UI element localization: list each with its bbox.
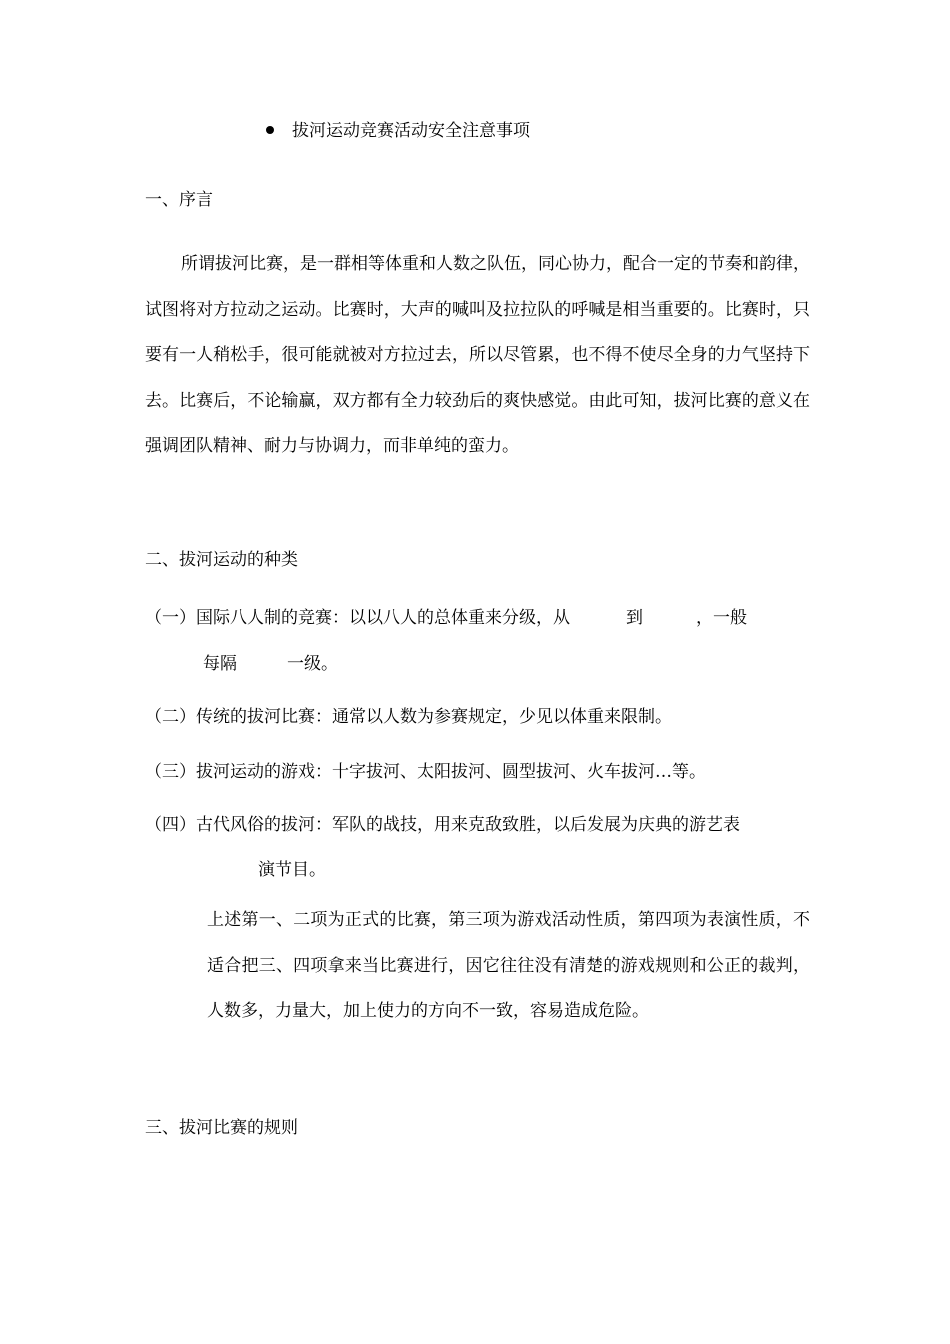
list-item-1-text-a: 国际八人制的竞赛：以以八人的总体重来分级，从 — [196, 608, 570, 628]
list-item-1-text-c: ，一般 — [696, 608, 747, 628]
list-item-4 — [145, 810, 740, 835]
title-text: 拔河运动竞赛活动安全注意事项 — [292, 121, 530, 141]
section-heading-1: 一、序言 — [145, 190, 213, 210]
list-item-1-continuation — [203, 649, 338, 674]
list-item-1 — [145, 603, 747, 628]
list-item-1-label: （一） — [145, 608, 196, 628]
list-item-1-cont-a: 每隔 — [203, 654, 237, 674]
document-title — [266, 116, 530, 141]
list-item-2-label: （二） — [145, 707, 196, 727]
note-paragraph: 上述第一、二项为正式的比赛，第三项为游戏活动性质，第四项为表演性质，不适合把三、四项拿来当比赛进行，因它往往没有清楚的游戏规则和公正的裁判，人数多，力量大，加上使力的方向不一致，容易造成危险。 — [207, 910, 810, 1021]
list-item-3-text: 拔河运动的游戏：十字拔河、太阳拔河、圆型拔河、火车拔河…等。 — [196, 762, 706, 782]
list-item-3 — [145, 757, 706, 782]
list-item-4-label: （四） — [145, 815, 196, 835]
list-item-2 — [145, 702, 672, 727]
bullet-icon — [266, 126, 274, 134]
list-item-4-continuation: 演节目。 — [258, 860, 326, 880]
list-item-3-label: （三） — [145, 762, 196, 782]
section-heading-3: 三、拔河比赛的规则 — [145, 1118, 298, 1138]
list-item-4-text: 古代风俗的拔河：军队的战技，用来克敌致胜，以后发展为庆典的游艺表 — [196, 815, 740, 835]
list-item-2-text: 传统的拔河比赛：通常以人数为参赛规定，少见以体重来限制。 — [196, 707, 672, 727]
list-item-1-text-b: 到 — [626, 608, 643, 628]
section-heading-2: 二、拔河运动的种类 — [145, 550, 298, 570]
list-item-1-cont-b: 一级。 — [287, 654, 338, 674]
intro-paragraph: 所谓拔河比赛，是一群相等体重和人数之队伍，同心协力，配合一定的节奏和韵律，试图将对方拉动之运动。比赛时，大声的喊叫及拉拉队的呼喊是相当重要的。比赛时，只要有一人稍松手，很可能就被对方拉过去，所以尽管累，也不得不使尽全身的力气坚持下去。比赛后，不论输赢，双方都有全力较劲后的爽快感觉。由此可知，拔河比赛的意义在强调团队精神、耐力与协调力，而非单纯的蛮力。 — [145, 254, 810, 456]
